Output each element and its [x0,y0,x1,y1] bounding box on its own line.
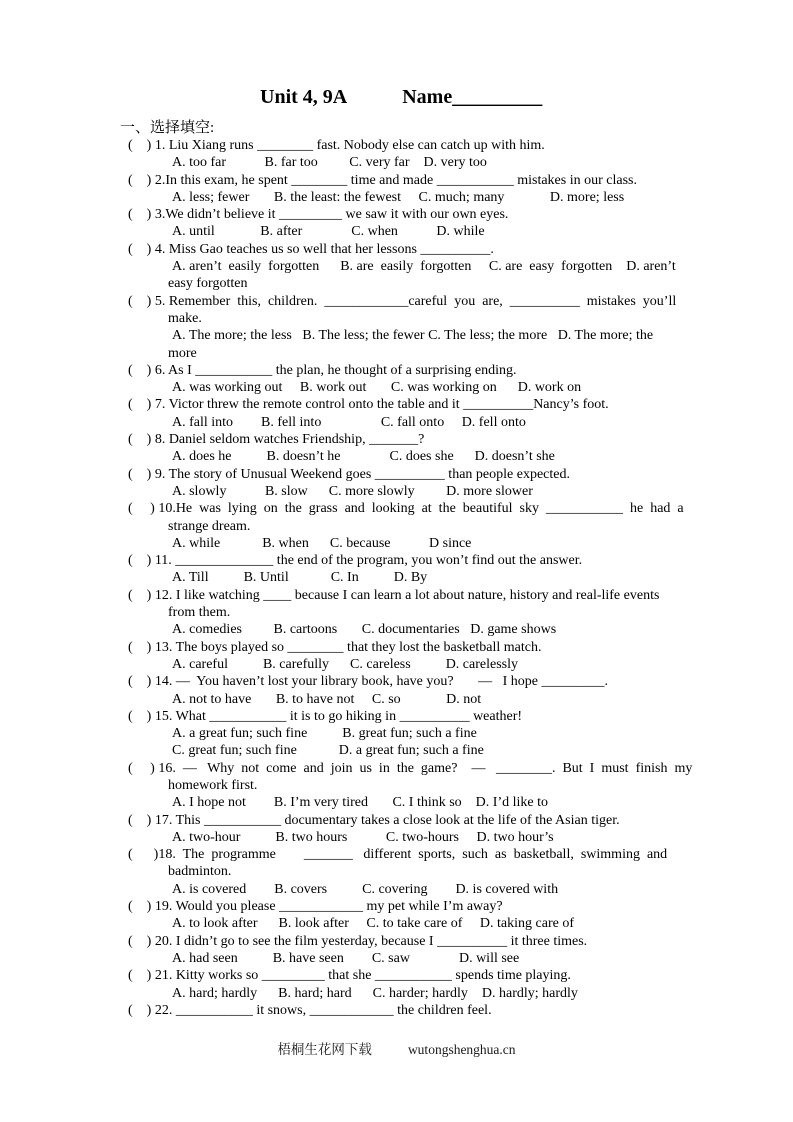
question-8-stem-line: ( ) 8. Daniel seldom watches Friendship, _______? [128,432,425,448]
question-10-opt-line: A. while B. when C. because D since [172,535,472,551]
question-3-opt-line: A. until B. after C. when D. while [172,224,485,240]
question-12-opt-line: A. comedies B. cartoons C. documentaries D. game shows [172,622,557,638]
question-19-stem-line: ( ) 19. Would you please ____________ my pet while I’m away? [128,899,503,915]
question-18-stem-line: ( )18. The programme _______ different sports, such as basketball, swimming and [128,847,668,863]
question-22-stem-line: ( ) 22. ___________ it snows, ____________ the children feel. [128,1002,492,1018]
question-11-opt-line: A. Till B. Until C. In D. By [172,570,428,586]
question-9-opt-line: A. slowly B. slow C. more slowly D. more slower [172,483,533,499]
question-21-opt-line: A. hard; hardly B. hard; hard C. harder; hardly D. hardly; hardly [172,985,578,1001]
question-3-stem-line: ( ) 3.We didn’t believe it _________ we saw it with our own eyes. [128,207,509,223]
question-18-cont-line: badminton. [168,864,232,880]
question-17-stem-line: ( ) 17. This ___________ documentary takes a close look at the life of the Asian tiger. [128,812,620,828]
footer-site-url: wutongshenghua.cn [407,1042,516,1057]
question-15-stem-line: ( ) 15. What ___________ it is to go hiking in __________ weather! [128,708,523,724]
question-14-stem-line: ( ) 14. — You haven’t lost your library book, have you? — I hope _________. [128,674,608,690]
question-10-stem-line: ( ) 10.He was lying on the grass and looking at the beautiful sky ___________ he had a [128,501,684,517]
section-header: 一、选择填空: [120,120,215,136]
question-4-opt-line: A. aren’t easily forgotten B. are easily forgotten C. are easy forgotten D. aren’t [172,259,676,275]
question-1-opt-line: A. too far B. far too C. very far D. very too [172,155,487,171]
name-label: Name [402,86,453,108]
page-footer [0,1038,793,1058]
question-1-stem-line: ( ) 1. Liu Xiang runs ________ fast. Nobody else can catch up with him. [128,138,545,153]
question-2-opt-line: A. less; fewer B. the least: the fewest C. much; many D. more; less [172,189,625,205]
name-blank-line: _________ [452,86,543,108]
name-field [402,86,542,108]
question-16-opt-line: A. I hope not B. I’m very tired C. I think so D. I’d like to [172,795,549,811]
question-5-opt-line: A. The more; the less B. The less; the fewer C. The less; the more D. The more; the [172,328,654,344]
question-17-opt-line: A. two-hour B. two hours C. two-hours D. two hour’s [172,829,554,845]
question-4-stem-line: ( ) 4. Miss Gao teaches us so well that her lessons __________. [128,241,494,257]
question-12-cont-line: from them. [168,605,231,621]
questions-list [120,137,740,1019]
question-4-cont-line: easy forgotten [168,276,248,292]
question-20-opt-line: A. had seen B. have seen C. saw D. will see [172,950,520,966]
question-10-cont-line: strange dream. [168,518,251,534]
question-6-stem-line: ( ) 6. As I ___________ the plan, he thought of a surprising ending. [128,362,517,378]
question-16-cont-line: homework first. [168,777,258,793]
question-15-opt-line: C. great fun; such fine D. a great fun; such a fine [172,743,484,759]
question-7-stem-line: ( ) 7. Victor threw the remote control onto the table and it __________Nancy’s foot. [128,397,609,413]
question-14-opt-line: A. not to have B. to have not C. so D. not [172,691,482,707]
question-13-opt-line: A. careful B. carefully C. careless D. carelessly [172,656,518,672]
question-13-stem-line: ( ) 13. The boys played so ________ that they lost the basketball match. [128,639,542,655]
question-5-stem-line: ( ) 5. Remember this, children. ____________careful you are, __________ mistakes you’ll [128,293,677,309]
document-header [120,86,740,112]
page-title: Unit 4, 9A [260,86,348,108]
footer-site-name: 梧桐生花网下载 [277,1042,372,1057]
question-18-opt-line: A. is covered B. covers C. covering D. is covered with [172,881,559,897]
question-16-stem-line: ( ) 16. — Why not come and join us in the game? — ________. But I must finish my [128,760,693,776]
question-5-cont-line: make. [168,310,202,326]
question-19-opt-line: A. to look after B. look after C. to take care of D. taking care of [172,916,574,932]
question-21-stem-line: ( ) 21. Kitty works so _________ that she ___________ spends time playing. [128,968,571,984]
question-15-opt-line: A. a great fun; such fine B. great fun; such a fine [172,726,477,742]
question-9-stem-line: ( ) 9. The story of Unusual Weekend goes __________ than people expected. [128,466,570,482]
question-20-stem-line: ( ) 20. I didn’t go to see the film yesterday, because I __________ it three times. [128,933,588,949]
question-5-cont-line: more [168,345,197,361]
question-11-stem-line: ( ) 11. ______________ the end of the program, you won’t find out the answer. [128,553,583,569]
question-2-stem-line: ( ) 2.In this exam, he spent ________ time and made ___________ mistakes in our class. [128,172,637,188]
question-7-opt-line: A. fall into B. fell into C. fall onto D. fell onto [172,414,526,430]
document-content [120,86,740,1019]
question-12-stem-line: ( ) 12. I like watching ____ because I can learn a lot about nature, history and real-life events [128,587,660,603]
question-6-opt-line: A. was working out B. work out C. was working on D. work on [172,380,582,396]
question-8-opt-line: A. does he B. doesn’t he C. does she D. doesn’t she [172,449,555,465]
